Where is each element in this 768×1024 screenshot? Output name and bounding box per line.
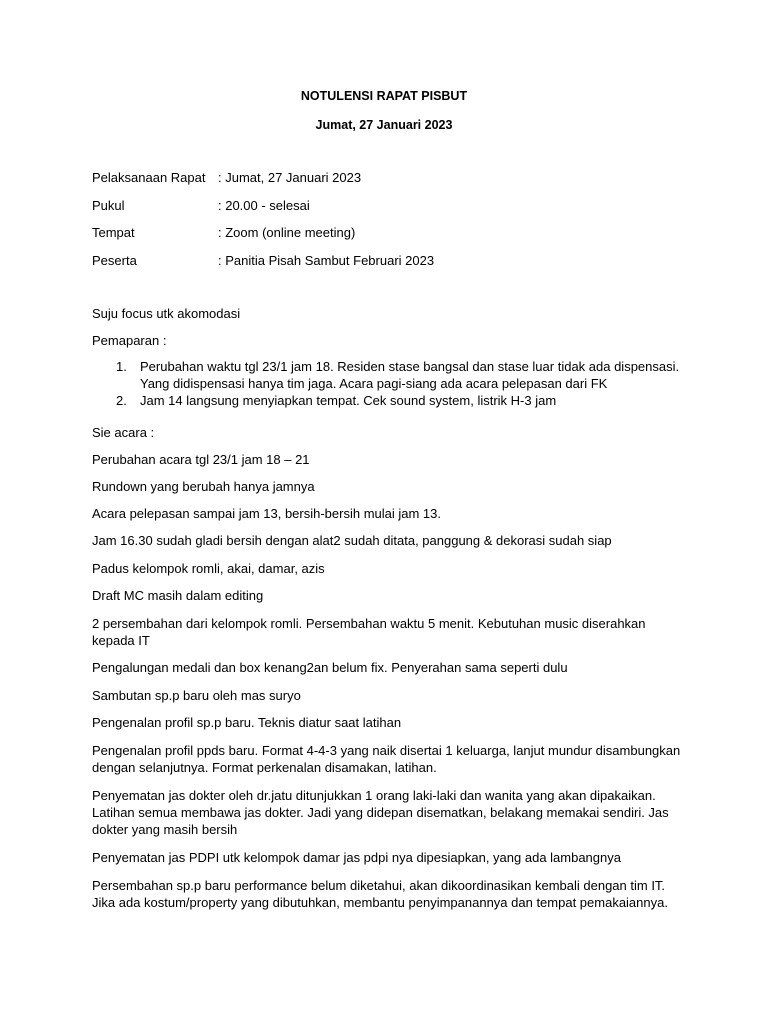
info-label: Tempat [92,225,135,240]
paragraph: Rundown yang berubah hanya jamnya [92,479,315,494]
list-text: Jam 14 langsung menyiapkan tempat. Cek sound system, listrik H-3 jam [140,392,557,408]
info-value: : Panitia Pisah Sambut Februari 2023 [218,252,435,268]
document-title: NOTULENSI RAPAT PISBUT [300,89,468,103]
document-date: Jumat, 27 Januari 2023 [315,118,453,132]
pemaparan-heading: Pemaparan : [92,333,167,348]
paragraph: Persembahan sp.p baru performance belum diketahui, akan dikoordinasikan kembali dengan tim IT. Jika ada kostum/property yang dibutuhkan, membantu penyimpanannya dan tempat pemakaiannya. [92,878,668,910]
info-label: Pukul [92,197,125,213]
paragraph: Perubahan acara tgl 23/1 jam 18 – 21 [92,452,310,467]
paragraph: Jam 16.30 sudah gladi bersih dengan alat2 sudah ditata, panggung & dekorasi sudah siap [92,533,612,548]
list-number: 1. [116,358,127,374]
meeting-info [92,170,692,280]
paragraph: Padus kelompok romli, akai, damar, azis [92,561,325,576]
paragraph: Penyematan jas PDPI utk kelompok damar jas pdpi nya dipesiapkan, yang ada lambangnya [92,850,621,865]
list-item [92,359,682,393]
info-label: Peserta [92,252,137,268]
info-row [92,170,692,198]
info-value: : Jumat, 27 Januari 2023 [218,170,362,185]
list-number: 2. [116,392,127,408]
sie-acara-heading: Sie acara : [92,425,155,440]
info-label: Pelaksanaan Rapat [92,170,206,185]
info-row [92,225,692,253]
paragraph: Sambutan sp.p baru oleh mas suryo [92,688,301,703]
paragraph: 2 persembahan dari kelompok romli. Persembahan waktu 5 menit. Kebutuhan music diserahkan kepada IT [92,616,646,648]
info-row [92,198,692,226]
list-item [92,393,682,410]
paragraph: Pengenalan profil ppds baru. Format 4-4-3 yang naik disertai 1 keluarga, lanjut mundur disambungkan dengan selanjutnya. Format perkenalan disamakan, latihan. [92,743,681,775]
paragraph: Pengalungan medali dan box kenang2an belum fix. Penyerahan sama seperti dulu [92,660,568,675]
intro-line: Suju focus utk akomodasi [92,306,241,321]
paragraph: Draft MC masih dalam editing [92,588,264,603]
paragraph: Acara pelepasan sampai jam 13, bersih-bersih mulai jam 13. [92,506,442,521]
info-row [92,253,692,281]
pemaparan-list [92,359,682,410]
info-value: : Zoom (online meeting) [218,225,356,240]
paragraph: Pengenalan profil sp.p baru. Teknis diatur saat latihan [92,715,402,730]
paragraph: Penyematan jas dokter oleh dr.jatu ditunjukkan 1 orang laki-laki dan wanita yang akan dipakaikan. Latihan semua membawa jas dokter. Jadi yang didepan disematkan, belakang memakai sendiri. Jas dokter yang masih bersih [92,788,669,837]
info-value: : 20.00 - selesai [218,197,310,213]
pemaparan-section [92,333,682,410]
list-text: Perubahan waktu tgl 23/1 jam 18. Residen stase bangsal dan stase luar tidak ada dispensasi. Yang didispensasi hanya tim jaga. Acara pagi-siang ada acara pelepasan dari FK [140,358,680,391]
